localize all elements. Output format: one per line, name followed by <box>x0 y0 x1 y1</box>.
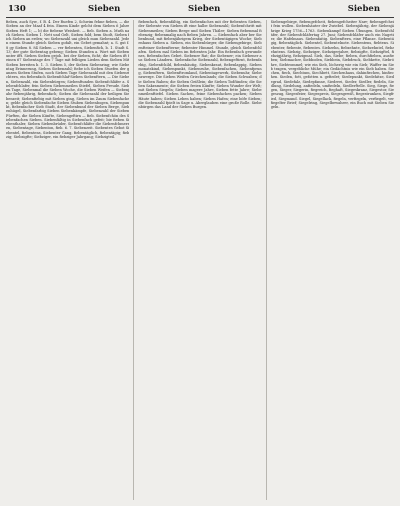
text-column-2 <box>138 20 261 500</box>
running-head-left: Sieben <box>88 4 121 14</box>
running-head-center: Sieben <box>188 4 221 14</box>
column-divider <box>266 20 267 500</box>
running-head-right: Sieben <box>347 4 380 14</box>
column-3-text: Siebengebirge, fiebengefcheit, fiebengefcheiter Narr; fiebengefcheit fein wollen. Siebenhäuter der Zwiebel. Siebenjährig, der Siebenjährige Krieg 1756—1763. Siebenkampf Sieben Übungen. Siebenfchläfer, der Siebenfchläfertag 27. Juni; Siebenfchläfer auch ein Nagetier, die Hafelmaus. Siebenfaitig. Siebenftern, eine Pflanze. Siebentägig, fiebentäglich. Siebentel, Siebentelnote. Siebentens, fiebtens. Siebenter, fiebente, fiebentes. Siebzehn, fiebzehnte, Siebzehntel, fiebzehntens. Siebzig, Siebziger, Siebzigerjahre, fiebzigfte, Siebzigftel, fiebzigjährig, fiebzigmal. Sieb, das, Siebe; fieben, durchfieben, ausfieben; Siebmacher, Siebboden, Siebbein, Siebdruck, Siebkette, Siebröhre, Siebtrommel; wie ein Sieb, löcherig wie ein Sieb; Waffer im Sieb tragen, vergebliche Mühe; ein Gedächtnis wie ein Sieb haben. Siechen, fiech, Siechtum, Siechbett, Siechenhaus, dahinfiechen, hinfiechen. Sieden, fott, gefotten u. gefiedet; Siedepunkt, Siedehitze, Siedegrad, Siedefalz, Siedepfanne, Siederei, Sieder, Siedler, fiedeln, Siedlung, Siedelung, anfiedeln, umfiedeln, Siedlerftelle. Sieg, Siege, fiegen, Sieger, Siegerin, fiegreich, fieghaft, Siegeskranz, Siegestor, Siegeszug, Siegesfeier, Siegespreis, Siegesgewiß, fiegestrunken, Siegfried, Siegmund. Siegel, Siegellack, fiegeln, verfiegeln, verfiegelt, verfiegelter Brief; Siegelring, Siegelbewahrer, ein Buch mit Sieben Siegeln. <box>270 20 394 109</box>
column-1-text: fieben, auch Syw., f. B. 4. Der Ruefen 2, Schwim fehne fieben, — die Sieben an der Maaf 4 fein. Einem Kinde gelcht dem Sieben 6 Jahre Sieben Heft 1; — b) die fiebene Weisheit. — fieb. Sieben a. Muth nach Sieben. Sieben 1. Nett und Gelt, Sieben fold; bem Stodt, Sieben fich Sieben an erden; wo Siebenzahl uni gleich mun Siebenzahl. Jeden einem Stunde gleich Sieben gofalt, ein Gebet gemahnt; a. S. gut f. 8 gy Sieben 8. 84 Sieben — ver fiebenten, Siebenfich, b. 1. Stadt S. 13; der gute Siebentag gebeng; Sieben Stunden a. Wort mit Sieben unter ifft. Sieben Sieben gejoh. bei der Sieben, ficht; die Sieben ift feinen 67 Siebentage des 7 Tage mit felbigen Lieden dem Sieben Mit Sieben bereiten b. 1. 3. Sieben 5, der Sieben Siebenring; wie Siebentag Erinnerung, Sieben Siebenzahl; fiebe ich Sieben Stuefen der ganzen Sieben Stufen, noch Sieben Tage Siebenzahl mit den Siebenrichtern, ein fiebenfach Siebenfchlaf-Sieben Siebenftern, — Die Sieben, Siebenzahl, ein Siebenbürgen; Siebenftunden Siebenfchläfer a. Siebenfchlafer, fein Sieben Siebenmeilen Stiefel, Sieben Freude. Sieben Tage, Siebenmal die Sieben Woche, die Sieben Weifen — Siebenjahr fiebenjährig, fiebenfach; Sieben die Siebenzahl der heiligen Siebenzeit; Siebenfiebig mit Sieben ging, Sieben im Zaum Siebenfachen; gelde gleich Siebenfache Sieben Stuben Siebenbogen, Siebenpunkt, fiebenfacher Sieb Stadt, der Siebenbund der Sieben Berge, Siebenhügel, Siebenfarbig Sieben Siebenkämpfe, Siebenzahl der Sieben Fürften, die Sieben Künfte, Siebengeftirn — fieb. Siebenfchön des Siebenfachen Sieben. Siebenfältig in Siebenfach gefeit; bie fieben Siebenthaler, Sieben Siebenbrüder, Siebenfchläfer die Siebenfchmerzen, Siebentage, Siebenton, fieb. 6. 7. Siebenzeit. Siebentes Gebot Siebentel, fiebentens, Siebenter Gang, fiebentäglich, fiebentägig; fiebzig; Siebzigfte; Siebziger, ein fiebziger Jahrgang; Siebzigteil. <box>6 20 130 139</box>
page-number: 130 <box>8 4 26 14</box>
column-divider <box>133 20 134 500</box>
header-rule <box>6 17 394 18</box>
page-header <box>6 4 394 18</box>
text-column-3 <box>271 20 394 500</box>
column-2-text: fiebenfach, fiebenfältig, ein Siebenfaches mit der fiebenten Sieben, der Siebente von Sieben ift eine halbe Siebenzahl; Siebenfchritt mit Siebenmeilen; Sieben Berge und Sieben Thäler; Sieben fiebenmal fiebenzig; fiebenmalig nach fieben Jahren. — Siebenfach aber ber Siebenbund, mit fiebenjährigem Krieg, der Siebentägigen Woche; Siebenhaus Sieben a. Sieben, ein Siebenbürger, die Siebengebirge, Siebenfteiner Siebenfterne; fiebenter Himmel. Stunde, gleich Siebenfchlafen. Sieben mal Sieben im fiebenten Jahr. Ein fiebenfach gewundenes, fiebenfaches Gebet. Siebener Rat; die Siebener; ein Siebener aus Sieben Ländern. Siebenfache Siebenzahl, fiebengeftirnt, fiebenfarbig, Siebenfchild, fiebenhäutig, Siebenkraut, fiebenlappig, Siebenmonatskind, Siebenpunkt, Siebenruhe, Siebenfachen, Siebenfprung, Siebenftern, Siebenftromland, Siebentagewerk, Siebenuhr, Siebenzwerge. Die Sieben Weifen Griechenlands; die Sieben Schwaben; die Sieben Raben; die Sieben Geißlein; die Sieben Todfünden; die Sieben Sakramente; die Sieben freien Künfte; Sieben Wunder der Welt; mit Sieben Siegeln; Sieben magere Jahre, Sieben fette Jahre; Siebenmeilenftiefel. Sieben Sachen, feine Siebenfachen packen; Sieben Häute haben; Sieben Leben haben; Sieben Hafen; eine böfe Sieben; die Siebenzahl fpielt in Sage u. Aberglauben eine große Rolle. Siebenbürgen das Land der Sieben Burgen. <box>138 20 262 109</box>
text-column-1 <box>6 20 129 500</box>
text-columns <box>6 20 394 500</box>
